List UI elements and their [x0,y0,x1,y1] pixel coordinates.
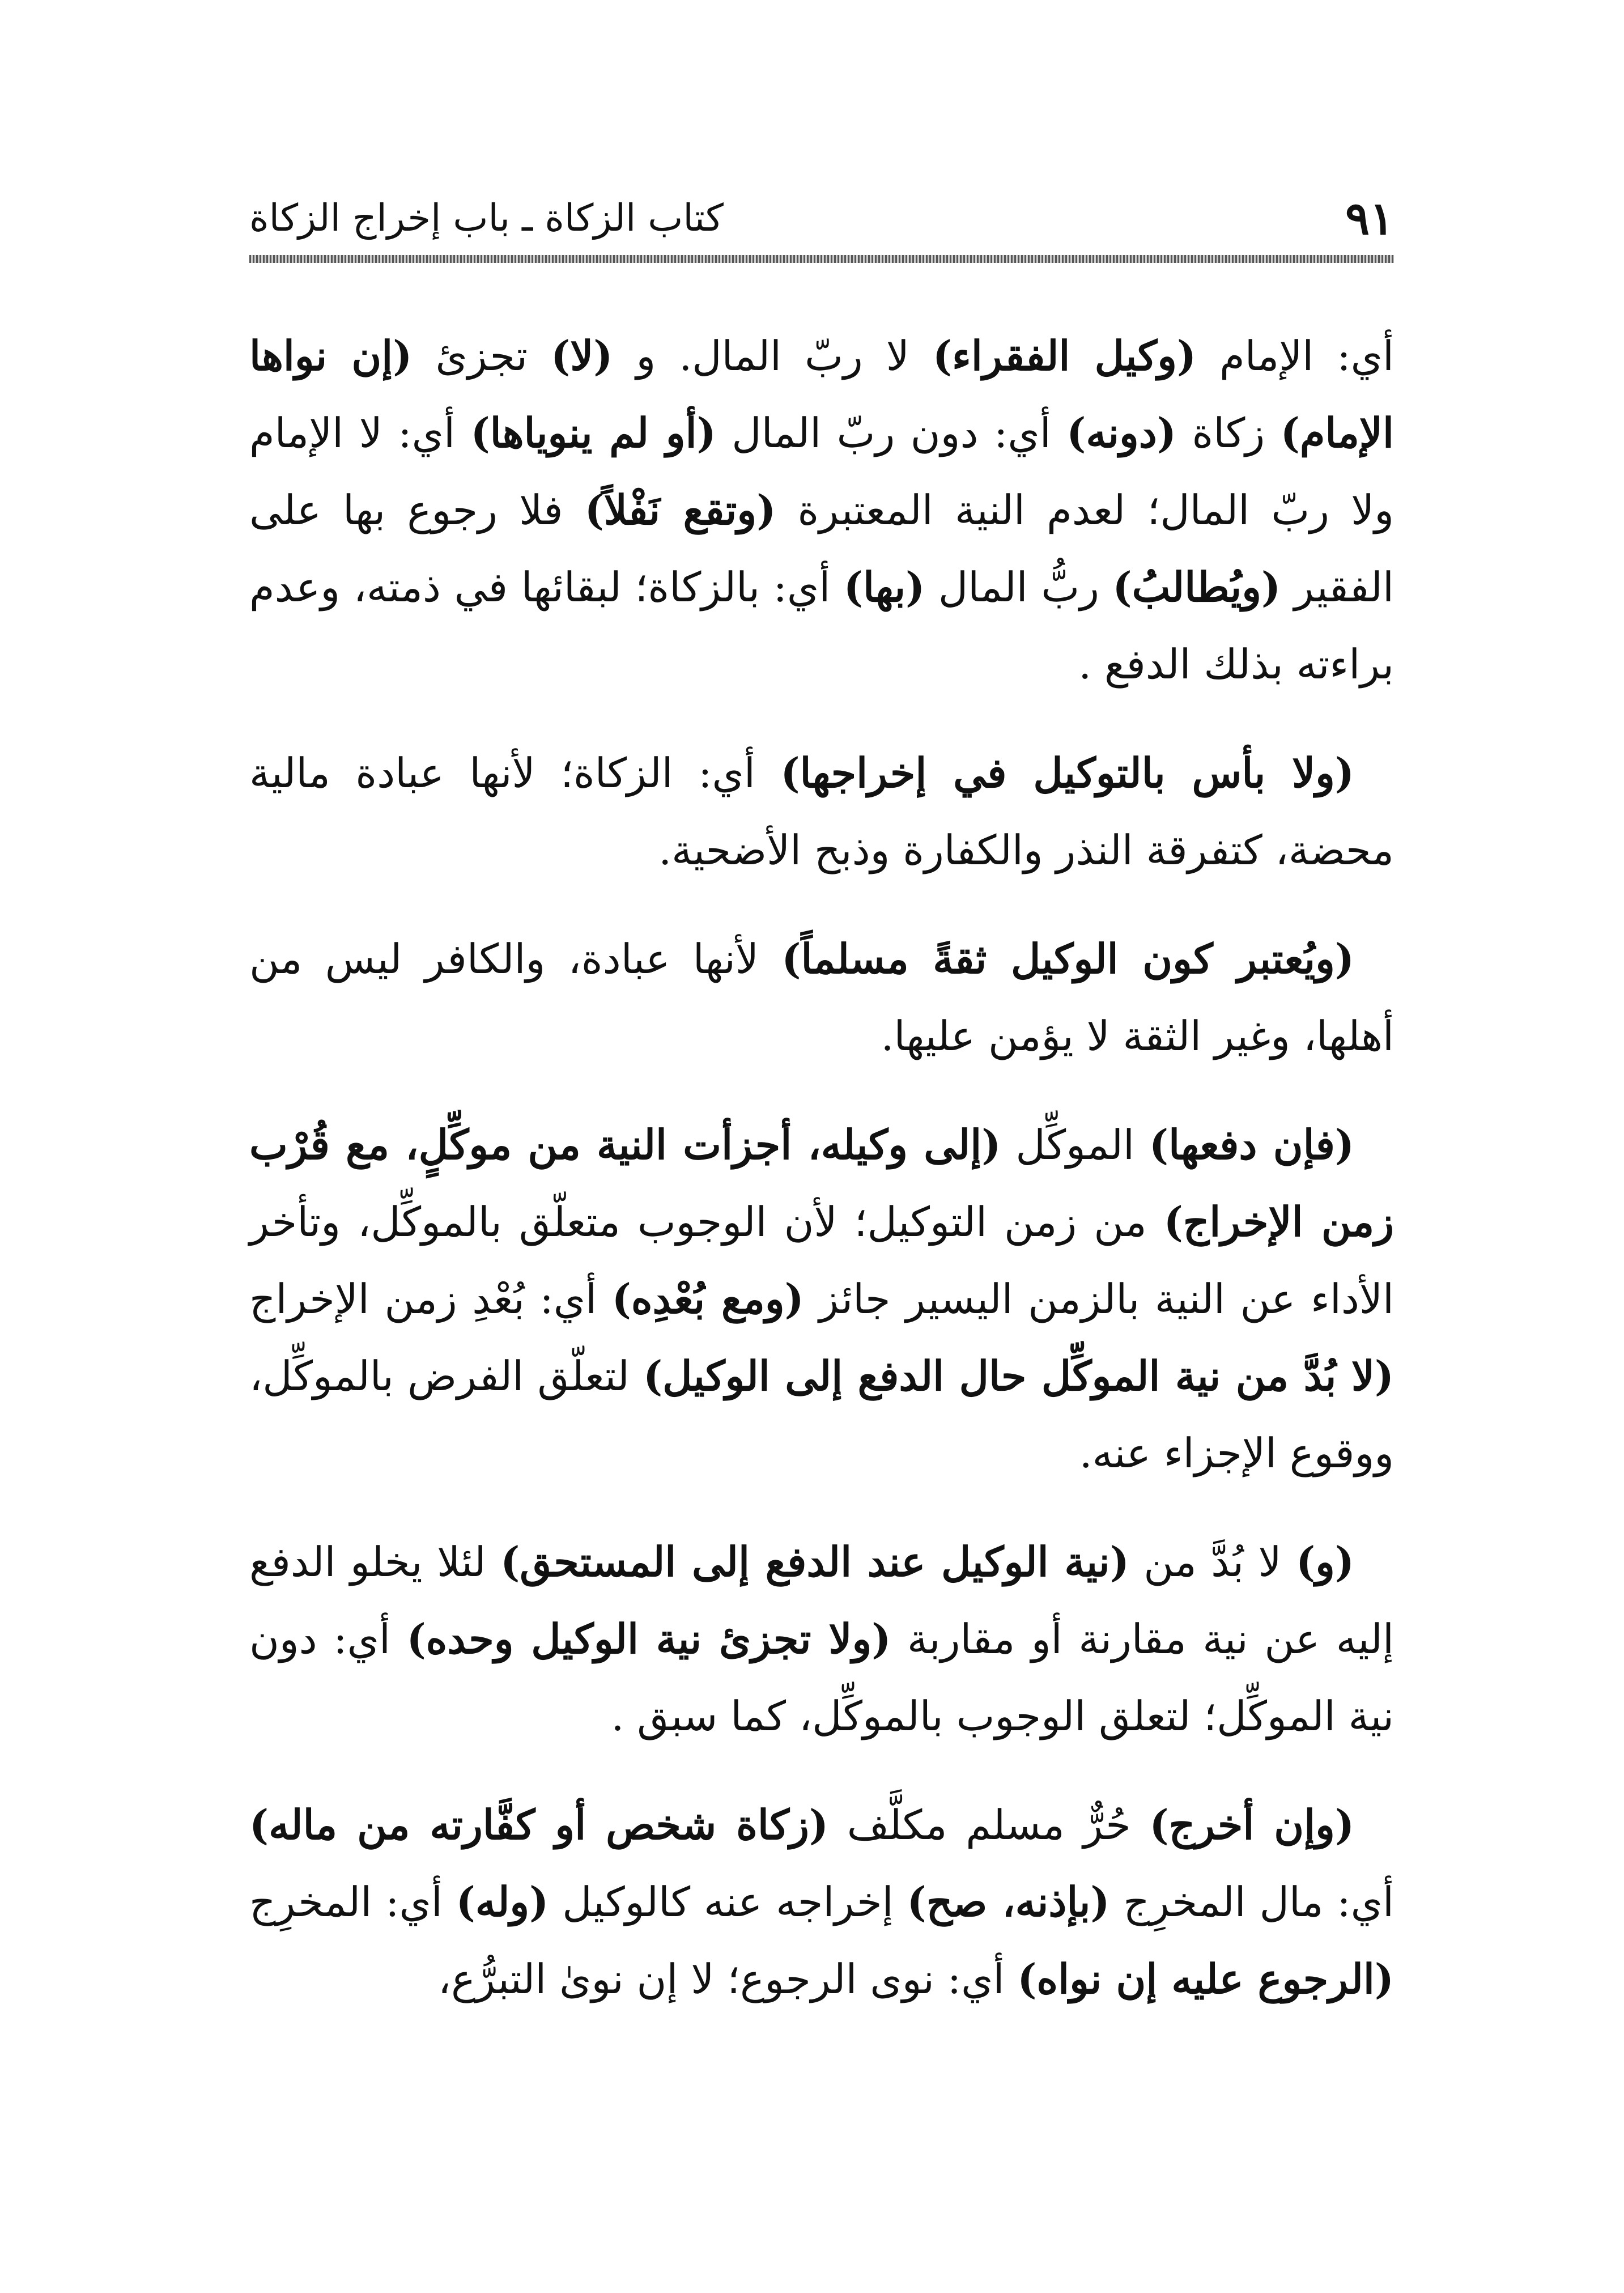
commentary-text: أي: دون ربّ المال [716,409,1067,457]
paragraph [249,1106,1394,1492]
commentary-text: تجزئ [412,332,551,380]
commentary-text: إخراجه عنه كالوكيل [549,1878,907,1926]
commentary-text: أي: الزكاة؛ لأنها عبادة مالية محضة، كتفرقة النذر والكفارة وذبح الأضحية. [249,749,1394,874]
bold-term: (بإذنه، صح) [907,1878,1110,1926]
bold-term: (ويُطالبُ) [1112,563,1281,611]
bold-term: (إلى وكيله، أجزأت النية من موكِّلٍ، مع قُرْب زمن الإخراج) [249,1120,1394,1246]
bold-term: (وكيل الفقراء) [932,332,1197,380]
bold-term: (أو لم ينوياها) [470,409,716,457]
commentary-text: الموكِّل [1001,1121,1150,1169]
bold-term: (ويُعتبر كون الوكيل ثقةً مسلماً) [781,935,1354,983]
commentary-text: حُرٌّ مسلم مكلَّف [828,1801,1150,1849]
commentary-text: أي: مال المخرِج [1109,1878,1395,1926]
paragraph [249,1786,1394,2018]
bold-term: (فإن دفعها) [1149,1120,1354,1169]
body-text [249,317,1394,2049]
paragraph [249,317,1394,703]
bold-term: (ولا بأس بالتوكيل في إخراجها) [780,749,1354,797]
commentary-text: زكاة [1176,409,1281,457]
bold-term: (دونه) [1066,409,1176,457]
commentary-text: أي: نوى الرجوع؛ لا إن نوىٰ التبرُّع، [437,1955,1018,2003]
commentary-text: لا ربّ المال. و [613,332,933,380]
commentary-text: لأنها عبادة، والكافر ليس من أهلها، وغير الثقة لا يؤمن عليها. [249,935,1394,1060]
bold-term: (وإن أخرج) [1149,1801,1355,1849]
bold-term: (ولا تجزئ نية الوكيل وحده) [406,1615,891,1663]
bold-term: (الرجوع عليه إن نواه) [1017,1955,1394,2003]
bold-term: (وتقع نَفْلاً) [584,486,776,534]
commentary-text: من زمن التوكيل؛ لأن الوجوب متعلّق بالموكِّل، وتأخر الأداء عن النية بالزمن اليسير جائز [249,1198,1394,1323]
paragraph [249,920,1394,1075]
bold-term: (زكاة شخص أو كفَّارته من ماله) [249,1801,828,1849]
bold-term: (نية الوكيل عند الدفع إلى المستحق) [500,1538,1129,1586]
commentary-text: أي: بُعْدِ زمن الإخراج [249,1275,612,1323]
header-divider [249,255,1394,263]
bold-term: (لا) [551,332,613,380]
commentary-text: لتعلّق الفرض بالموكِّل، ووقوع الإجزاء عنه. [249,1352,1394,1477]
page-number: ٩١ [1345,192,1394,245]
commentary-text: أي: بالزكاة؛ لبقائها في ذمته، وعدم براءته بذلك الدفع . [249,563,1394,688]
commentary-text: ربُّ المال [925,563,1113,611]
commentary-text: فلا رجوع بها على الفقير [249,486,1394,611]
commentary-text: أي: الإمام [1196,332,1395,380]
commentary-text: أي: دون نية الموكِّل؛ لتعلق الوجوب بالموكِّل، كما سبق . [249,1615,1394,1740]
commentary-text: لئلا يخلو الدفع إليه عن نية مقارنة أو مقاربة [249,1538,1394,1663]
bold-term: (لا بُدَّ من نية الموكِّل حال الدفع إلى الوكيل) [643,1352,1394,1400]
bold-term: (بها) [843,563,925,611]
bold-term: (إن نواها الإمام) [249,332,1394,457]
commentary-text: أي: المخرِج [249,1878,456,1926]
running-title: كتاب الزكاة ـ باب إخراج الزكاة [249,196,724,240]
page-header [249,187,1394,249]
commentary-text: لا بُدَّ من [1129,1538,1296,1586]
paragraph [249,734,1394,889]
bold-term: (وله) [456,1878,549,1926]
bold-term: (و) [1296,1538,1354,1586]
commentary-text: أي: لا الإمام ولا ربّ المال؛ لعدم النية المعتبرة [249,409,1395,534]
paragraph [249,1523,1394,1755]
bold-term: (ومع بُعْدِه) [611,1275,804,1323]
